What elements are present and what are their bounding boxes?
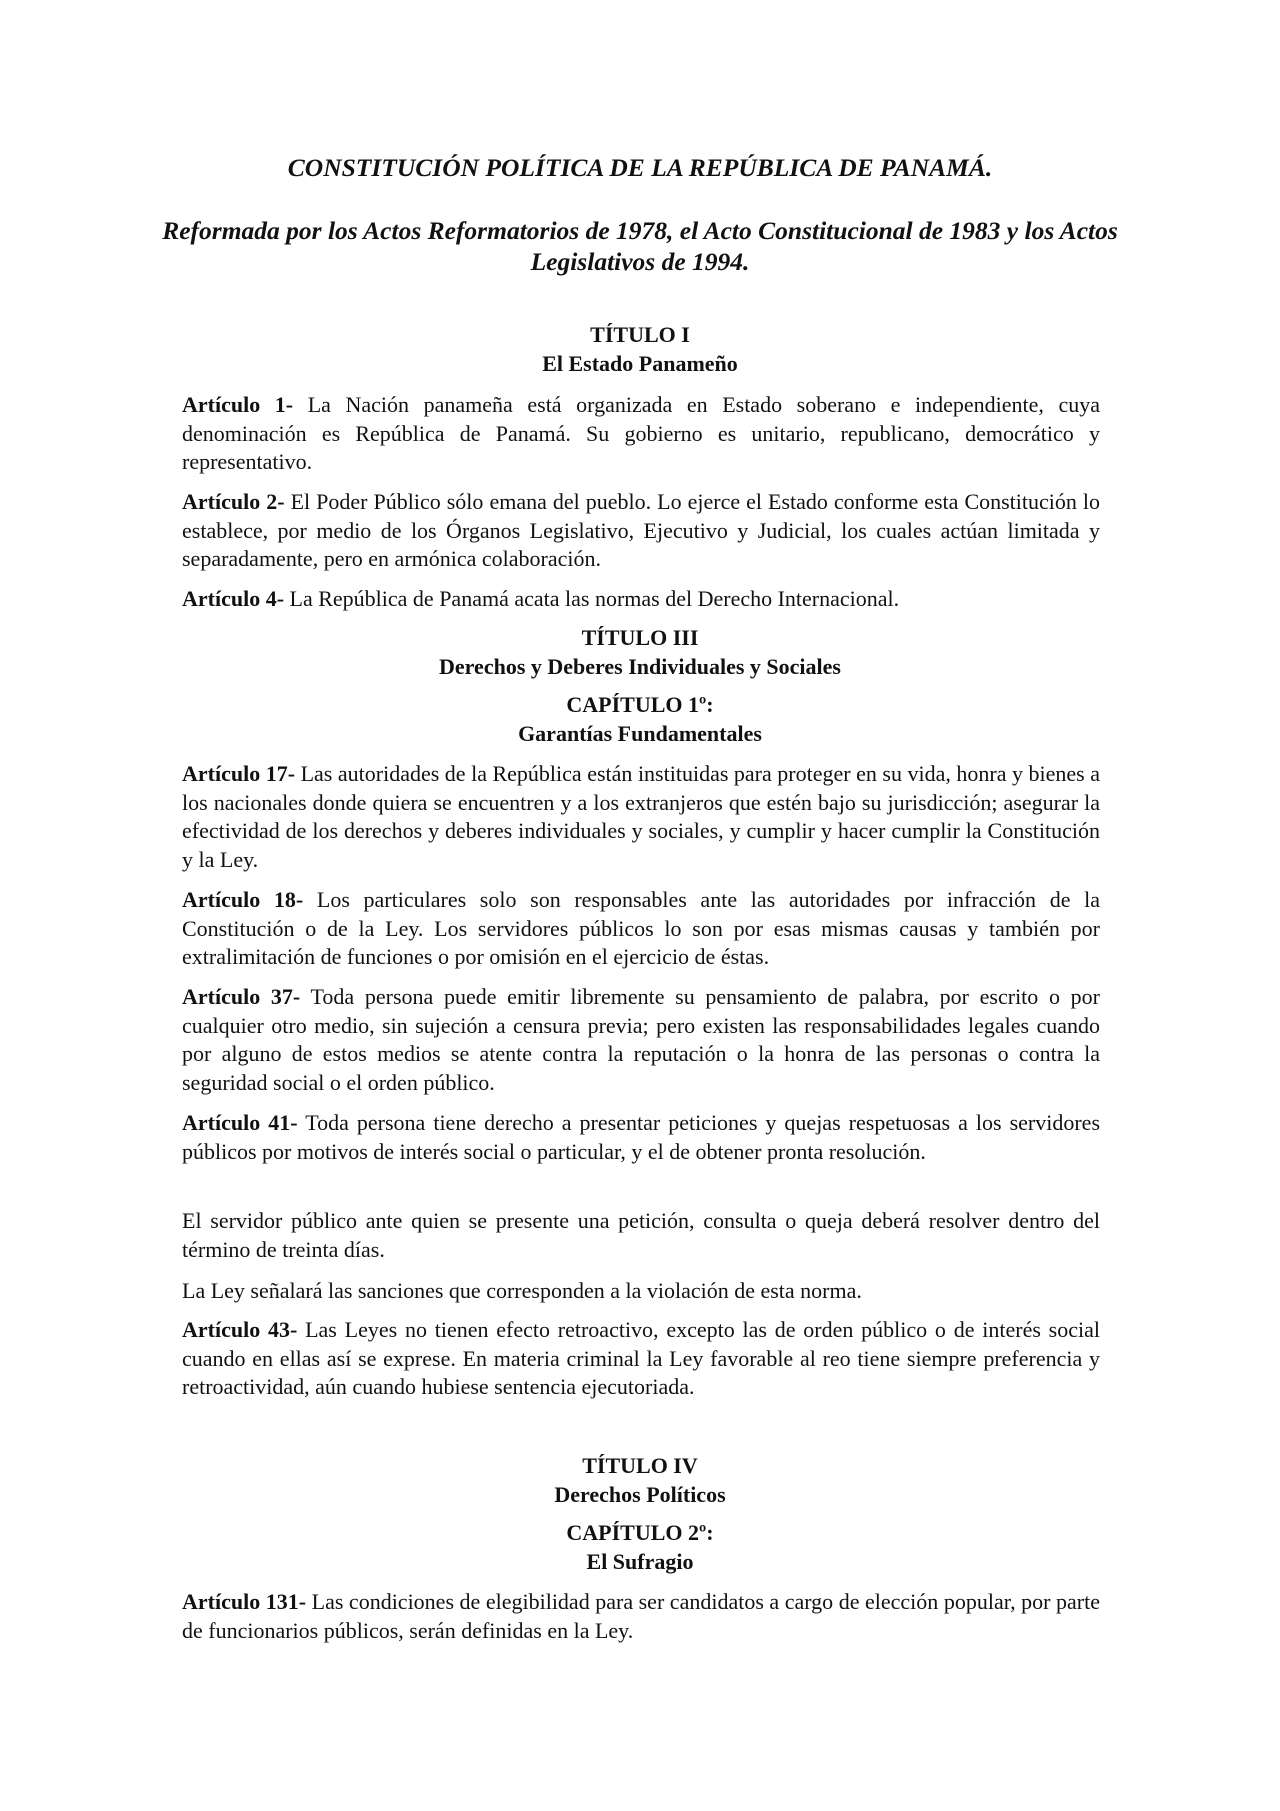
article-2-text: El Poder Público sólo emana del pueblo. Lo ejerce el Estado conforme esta Constitución lo establece, por medio de los Órganos Legislativo, Ejecutivo y Judicial, los cuales actúan limitada y separadamente, pero en armónica colaboración. bbox=[182, 489, 1101, 571]
article-1-label: Artículo 1 bbox=[182, 392, 286, 417]
titulo-3-heading bbox=[0, 623, 1280, 681]
capitulo-2-heading bbox=[0, 1518, 1280, 1576]
document-title: CONSTITUCIÓN POLÍTICA DE LA REPÚBLICA DE PANAMÁ. bbox=[287, 153, 993, 182]
article-41-label: Artículo 41 bbox=[182, 1110, 291, 1135]
article-4-text: La República de Panamá acata las normas del Derecho Internacional. bbox=[289, 586, 900, 611]
article-1 bbox=[182, 391, 1100, 477]
document-subtitle: Reformada por los Actos Reformatorios de 1978, el Acto Constitucional de 1983 y los Actos Legislativos de 1994. bbox=[162, 216, 1118, 276]
label-separator: - bbox=[290, 1110, 298, 1135]
article-18-label: Artículo 18 bbox=[182, 887, 296, 912]
article-37-text: Toda persona puede emitir libremente su pensamiento de palabra, por escrito o por cualquier otro medio, sin sujeción a censura previa; pero existen las responsabilidades legales cuando por alguno de estos medios se atente contra la reputación o la honra de las personas o contra la seguridad social o el orden público. bbox=[182, 984, 1100, 1095]
article-17-label: Artículo 17 bbox=[182, 761, 288, 786]
article-41-paragraph-3: La Ley señalará las sanciones que corresponden a la violación de esta norma. bbox=[182, 1278, 862, 1303]
article-18 bbox=[182, 886, 1100, 972]
label-separator: - bbox=[289, 1317, 298, 1342]
article-17 bbox=[182, 760, 1100, 874]
label-separator: - bbox=[276, 586, 285, 611]
article-41-paragraph-2: El servidor público ante quien se presente una petición, consulta o queja deberá resolver dentro del término de treinta días. bbox=[182, 1208, 1100, 1262]
capitulo-2-label: CAPÍTULO 2º: bbox=[566, 1520, 714, 1545]
capitulo-1-label: CAPÍTULO 1º: bbox=[566, 692, 714, 717]
capitulo-2-name: El Sufragio bbox=[586, 1549, 694, 1574]
article-131 bbox=[182, 1588, 1100, 1645]
article-41 bbox=[182, 1109, 1100, 1166]
article-18-text: Los particulares solo son responsables ante las autoridades por infracción de la Constitución o de la Ley. Los servidores públicos lo son por esas mismas causas y también por extralimitación de funciones o por omisión en el ejercicio de éstas. bbox=[182, 887, 1101, 969]
titulo-3-name: Derechos y Deberes Individuales y Sociales bbox=[439, 654, 841, 679]
article-43 bbox=[182, 1316, 1100, 1402]
article-43-label: Artículo 43 bbox=[182, 1317, 290, 1342]
label-separator: - bbox=[277, 489, 285, 514]
article-4 bbox=[182, 585, 1100, 614]
titulo-4-heading bbox=[0, 1451, 1280, 1509]
label-separator: - bbox=[295, 887, 304, 912]
titulo-1-name: El Estado Panameño bbox=[542, 351, 738, 376]
article-37-label: Artículo 37 bbox=[182, 984, 293, 1009]
article-131-text: Las condiciones de elegibilidad para ser candidatos a cargo de elección popular, por parte de funcionarios públicos, serán definidas en la Ley. bbox=[182, 1589, 1101, 1643]
titulo-4-name: Derechos Políticos bbox=[554, 1482, 726, 1507]
article-17-text: Las autoridades de la República están instituidas para proteger en su vida, honra y bienes a los nacionales donde quiera se encuentren y a los extranjeros que estén bajo su jurisdicción; asegurar la efectividad de los derechos y deberes individuales y sociales, y cumplir y hacer cumplir la Constitución y la Ley. bbox=[182, 761, 1101, 872]
article-41-text: Toda persona tiene derecho a presentar peticiones y quejas respetuosas a los servidores públicos por motivos de interés social o particular, y el de obtener pronta resolución. bbox=[182, 1110, 1101, 1164]
article-43-text: Las Leyes no tienen efecto retroactivo, excepto las de orden público o de interés social cuando en ellas así se exprese. En materia criminal la Ley favorable al reo tiene siempre preferencia y retroactividad, aún cuando hubiese sentencia ejecutoriada. bbox=[182, 1317, 1100, 1399]
label-separator: - bbox=[292, 984, 301, 1009]
article-37 bbox=[182, 983, 1100, 1097]
article-4-label: Artículo 4 bbox=[182, 586, 277, 611]
article-131-label: Artículo 131 bbox=[182, 1589, 299, 1614]
capitulo-1-name: Garantías Fundamentales bbox=[518, 721, 762, 746]
titulo-1-label: TÍTULO I bbox=[590, 322, 690, 347]
capitulo-1-heading bbox=[0, 690, 1280, 748]
article-1-text: La Nación panameña está organizada en Estado soberano e independiente, cuya denominación es República de Panamá. Su gobierno es unitario, republicano, democrático y representativo. bbox=[182, 392, 1101, 474]
label-separator: - bbox=[285, 392, 294, 417]
article-2 bbox=[182, 488, 1100, 574]
titulo-1-heading bbox=[0, 320, 1280, 378]
titulo-4-label: TÍTULO IV bbox=[582, 1453, 698, 1478]
label-separator: - bbox=[298, 1589, 307, 1614]
label-separator: - bbox=[287, 761, 296, 786]
titulo-3-label: TÍTULO III bbox=[581, 625, 699, 650]
article-2-label: Artículo 2 bbox=[182, 489, 278, 514]
